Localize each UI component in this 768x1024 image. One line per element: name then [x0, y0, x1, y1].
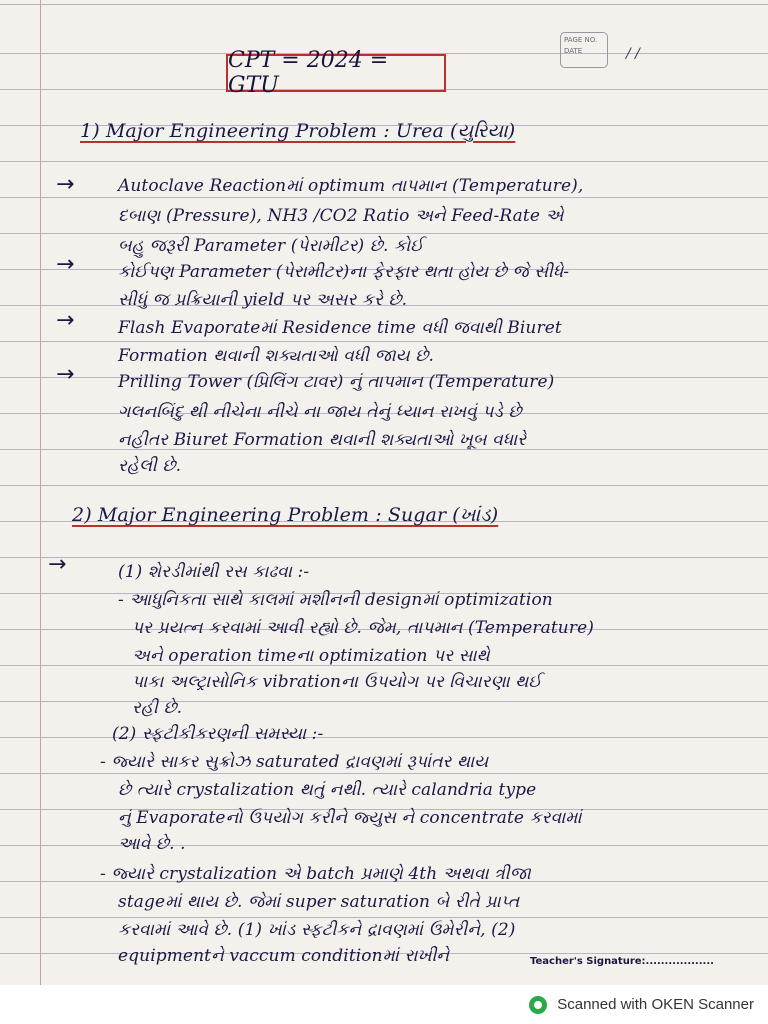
section2-heading: 2) Major Engineering Problem : Sugar (ખાંડ) [72, 504, 499, 526]
page-date: / / [626, 46, 640, 62]
text-line: - જ્યારે crystalization એ batch પ્રમાણે 4th અથવા ત્રીજા [100, 864, 531, 884]
subheading: (2) સ્ફટીકીકરણની સમસ્યા :- [112, 724, 324, 744]
page-stamp: PAGE NO. DATE [560, 32, 608, 68]
arrow-icon: → [56, 252, 75, 277]
text-line: - જ્યારે સાકર સુક્રોઝ saturated દ્રાવણમાં રૂપાંતર થાય [100, 752, 489, 772]
scanner-brand-text: Scanned with OKEN Scanner [557, 996, 754, 1013]
text-line: ગલનબિંદુ થી નીચેના નીચે ના જાય તેનું ધ્યાન રાખવું પડે છે [118, 402, 522, 422]
text-line: કોઈપણ Parameter (પેરામીટર)ના ફેરફાર થતા હોય છે જે સીધે- [118, 262, 570, 282]
oken-logo-icon [529, 996, 547, 1014]
text-line: નું Evaporateનો ઉપયોગ કરીને જ્યુસ ને concentrate કરવામાં [118, 808, 582, 828]
scanner-footer [0, 985, 768, 1024]
text-line: અને operation timeના optimization પર સાથે [132, 646, 490, 666]
margin-line [40, 0, 41, 985]
text-line: રહી છે. [132, 698, 183, 718]
page-date-box [560, 28, 690, 70]
text-line: Formation થવાની શક્યતાઓ વધી જાય છે. [118, 346, 434, 366]
text-line: stageમાં થાય છે. જેમાં super saturation બે રીતે પ્રાપ્ત [118, 892, 520, 912]
text-line: નહીતર Biuret Formation થવાની શક્યતાઓ ખૂબ વધારે [118, 430, 527, 450]
text-line: છે ત્યારે crystalization થતું નથી. ત્યારે calandria type [118, 780, 537, 800]
arrow-icon: → [56, 362, 75, 387]
text-line: રહેલી છે. [118, 456, 182, 476]
text-line: પર પ્રયત્ન કરવામાં આવી રહ્યો છે. જેમ, તાપમાન (Temperature) [132, 618, 594, 638]
text-line: દબાણ (Pressure), NH3 /CO2 Ratio અને Feed-Rate એ [118, 206, 564, 226]
arrow-icon: → [56, 308, 75, 333]
text-line: - આધુનિકતા સાથે કાલમાં મશીનની designમાં optimization [118, 590, 553, 610]
page-title: CPT = 2024 = GTU [226, 54, 446, 92]
subheading: (1) શેરડીમાંથી રસ કાઢવા :- [118, 562, 310, 582]
arrow-icon: → [56, 172, 75, 197]
text-line: કરવામાં આવે છે. (1) ખાંડ સ્ફટીકને દ્રાવણમાં ઉમેરીને, (2) [118, 920, 516, 940]
section1-heading: 1) Major Engineering Problem : Urea (યુરિયા) [80, 120, 516, 142]
text-line: Prilling Tower (પ્રિલિંગ ટાવર) નું તાપમાન (Temperature) [118, 372, 555, 392]
text-line: પાકા અલ્ટ્રાસોનિક vibrationના ઉપયોગ પર વિચારણા થઈ [132, 672, 542, 692]
text-line: સીધું જ પ્રક્રિયાની yield પર અસર કરે છે. [118, 290, 408, 310]
text-line: Autoclave Reactionમાં optimum તાપમાન (Temperature), [118, 176, 584, 196]
text-line: equipmentને vaccum conditionમાં રાખીને [118, 946, 450, 966]
teacher-signature-label: Teacher's Signature:.................. [530, 956, 714, 967]
text-line: Flash Evaporateમાં Residence time વધી જવાથી Biuret [118, 318, 562, 338]
arrow-icon: → [48, 552, 67, 577]
text-line: આવે છે. . [118, 834, 186, 854]
text-line: બહુ જરૂરી Parameter (પેરામીટર) છે. કોઈ [118, 236, 424, 256]
